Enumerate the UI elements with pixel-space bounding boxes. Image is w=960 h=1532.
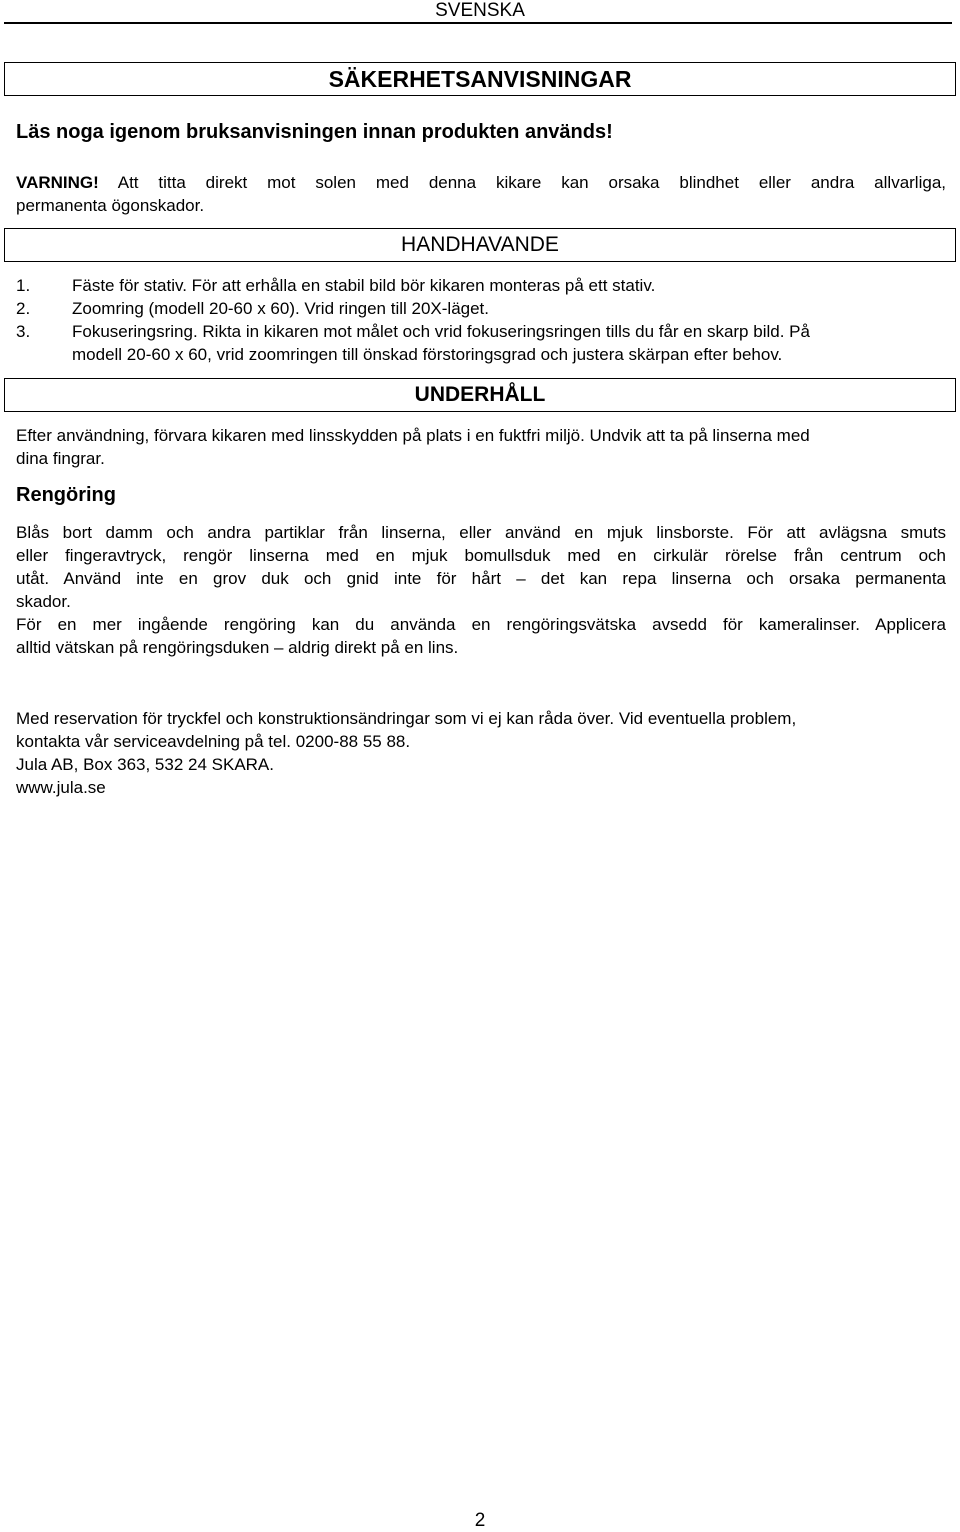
footer-line-1: Med reservation för tryckfel och konstruktionsändringar som vi ej kan råda över. Vid eventuella problem, [16, 709, 797, 728]
cleaning-p2-line-1: För en mer ingående rengöring kan du använda en rengöringsvätska avsedd för kameralinser. Applicera [16, 615, 946, 634]
safety-title-box [4, 62, 956, 96]
maintenance-title: UNDERHÅLL [414, 383, 546, 406]
maintenance-line-2: dina fingrar. [16, 449, 105, 468]
cleaning-p2-line-2: alltid vätskan på rengöringsduken – aldrig direkt på en lins. [16, 638, 459, 657]
handling-item-3-num: 3. [16, 322, 31, 341]
header-rule [4, 22, 952, 24]
footer-line-3: Jula AB, Box 363, 532 24 SKARA. [16, 755, 274, 774]
handling-item-1-num: 1. [16, 276, 31, 295]
handling-item-1-text: Fäste för stativ. För att erhålla en stabil bild bör kikaren monteras på ett stativ. [72, 276, 656, 295]
read-notice: Läs noga igenom bruksanvisningen innan produkten används! [16, 121, 613, 143]
cleaning-p1-line-3: utåt. Använd inte en grov duk och gnid inte för hårt – det kan repa linserna och orsaka permanenta [16, 569, 946, 588]
warning-line-2: permanenta ögonskador. [16, 196, 205, 215]
cleaning-p1-line-2: eller fingeravtryck, rengör linserna med en mjuk bomullsduk med en cirkulär rörelse från centrum och [16, 546, 946, 565]
handling-title: HANDHAVANDE [401, 233, 559, 256]
handling-item-2-text: Zoomring (modell 20-60 x 60). Vrid ringen till 20X-läget. [72, 299, 490, 318]
maintenance-line-1: Efter användning, förvara kikaren med linsskydden på plats i en fuktfri miljö. Undvik att ta på linserna med [16, 426, 810, 445]
cleaning-p1-line-4: skador. [16, 592, 71, 611]
page-number: 2 [474, 1510, 486, 1531]
warning-text-1: Att titta direkt mot solen med denna kikare kan orsaka blindhet eller andra allvarliga, [98, 173, 946, 192]
footer-line-2: kontakta vår serviceavdelning på tel. 0200-88 55 88. [16, 732, 411, 751]
handling-item-3-text-2: modell 20-60 x 60, vrid zoomringen till önskad förstoringsgrad och justera skärpan efter behov. [72, 345, 783, 364]
cleaning-title: Rengöring [16, 484, 116, 506]
header-language: SVENSKA [435, 0, 525, 21]
cleaning-p1-line-1: Blås bort damm och andra partiklar från linserna, eller använd en mjuk linsborste. För att avlägsna smuts [16, 523, 946, 542]
maintenance-title-box [4, 378, 956, 412]
handling-item-3-text-1: Fokuseringsring. Rikta in kikaren mot målet och vrid fokuseringsringen tills du får en skarp bild. På [72, 322, 810, 341]
footer-website: www.jula.se [16, 778, 106, 797]
warning-label: VARNING! [16, 173, 99, 192]
handling-item-2-num: 2. [16, 299, 31, 318]
warning-line-1 [16, 171, 946, 194]
handling-title-box [4, 228, 956, 262]
safety-title: SÄKERHETSANVISNINGAR [328, 66, 632, 92]
